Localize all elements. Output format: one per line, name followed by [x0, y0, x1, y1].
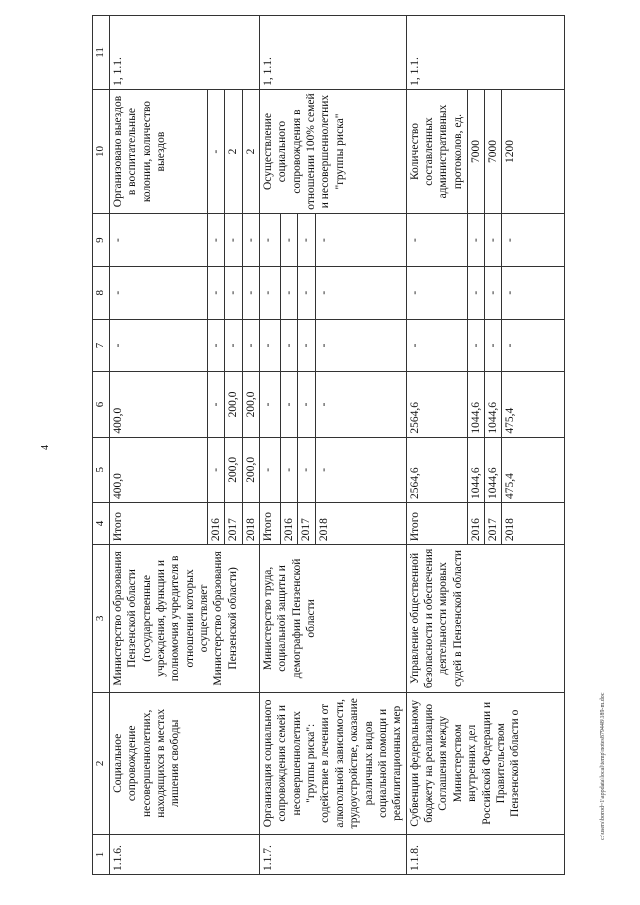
value-col7: - [502, 319, 565, 372]
col-8-header: 8 [93, 266, 110, 319]
value-col6: 475,4 [502, 372, 565, 437]
link-ref: 1, 1.1. [259, 16, 406, 90]
row-number: 1.1.7. [259, 834, 406, 874]
value-col7: - [207, 319, 224, 372]
value-col9: - [280, 214, 297, 267]
year: 2016 [207, 502, 224, 544]
value-col9: - [109, 214, 207, 267]
value-col6: 2564,6 [406, 372, 467, 437]
value-col7: - [406, 319, 467, 372]
total-label: Итого [406, 502, 467, 544]
value-col6: 400,0 [109, 372, 207, 437]
value-col7: - [109, 319, 207, 372]
value-col8: - [502, 266, 565, 319]
indicator-value: - [207, 89, 224, 213]
indicator-value: 2 [225, 89, 242, 213]
value-col8: - [298, 266, 315, 319]
activity-name: Организация социального сопровождения семей и несовершеннолетних "группы риска": содействие в лечении от алкогольной зависимости, трудоустройстве, оказание различных видов социальной помощи и реабилитационных мер [259, 692, 406, 834]
value-col6: 1044,6 [467, 372, 484, 437]
indicator: Организовано выездов в воспитательные колонии, количество выездов [109, 89, 207, 213]
table-row [406, 16, 467, 875]
value-col6: - [298, 372, 315, 437]
year: 2017 [298, 502, 315, 544]
year: 2018 [502, 502, 565, 544]
link-ref: 1, 1.1. [406, 16, 565, 90]
value-col9: - [502, 214, 565, 267]
value-col5: - [315, 437, 406, 502]
program-activities-table [92, 15, 565, 875]
document-footer-path: c:\users\borod~1\appdata\local\temp\notes879448\189-m.doc [600, 692, 606, 840]
page-number: 4 [40, 445, 51, 450]
value-col9: - [315, 214, 406, 267]
indicator: Осуществление социального сопровождения в отношении 100% семей и несовершеннолетних "группы риска" [259, 89, 406, 213]
value-col8: - [315, 266, 406, 319]
indicator-value: 7000 [485, 89, 502, 213]
value-col9: - [207, 214, 224, 267]
col-6-header: 6 [93, 372, 110, 437]
value-col5: 1044,6 [467, 437, 484, 502]
rotated-document-table [92, 15, 582, 875]
value-col7: - [225, 319, 242, 372]
value-col8: - [225, 266, 242, 319]
value-col5: 475,4 [502, 437, 565, 502]
column-number-row [93, 16, 110, 875]
col-11-header: 11 [93, 16, 110, 90]
year: 2016 [280, 502, 297, 544]
value-col5: 400,0 [109, 437, 207, 502]
value-col7: - [259, 319, 280, 372]
value-col8: - [406, 266, 467, 319]
value-col8: - [242, 266, 259, 319]
value-col9: - [485, 214, 502, 267]
value-col8: - [485, 266, 502, 319]
value-col7: - [467, 319, 484, 372]
col-5-header: 5 [93, 437, 110, 502]
value-col8: - [259, 266, 280, 319]
year: 2016 [467, 502, 484, 544]
col-7-header: 7 [93, 319, 110, 372]
value-col9: - [259, 214, 280, 267]
value-col7: - [485, 319, 502, 372]
link-ref: 1, 1.1. [109, 16, 259, 90]
value-col8: - [467, 266, 484, 319]
value-col7: - [242, 319, 259, 372]
year: 2017 [485, 502, 502, 544]
year: 2018 [315, 502, 406, 544]
activity-name: Социальное сопровождение несовершеннолетних, находящихся в местах лишения свободы [109, 692, 259, 834]
value-col8: - [280, 266, 297, 319]
value-col5: - [298, 437, 315, 502]
value-col8: - [207, 266, 224, 319]
total-label: Итого [259, 502, 280, 544]
value-col9: - [242, 214, 259, 267]
indicator-value: 2 [242, 89, 259, 213]
executor: Министерство труда, социальной защиты и демографии Пензенской области [259, 545, 406, 693]
indicator-value: 1200 [502, 89, 565, 213]
col-10-header: 10 [93, 89, 110, 213]
value-col9: - [467, 214, 484, 267]
col-2-header: 2 [93, 692, 110, 834]
value-col9: - [406, 214, 467, 267]
col-1-header: 1 [93, 834, 110, 874]
value-col7: - [280, 319, 297, 372]
table-row [109, 16, 207, 875]
value-col6: 200,0 [242, 372, 259, 437]
value-col6: - [207, 372, 224, 437]
year: 2018 [242, 502, 259, 544]
value-col7: - [298, 319, 315, 372]
table-row [259, 16, 280, 875]
value-col8: - [109, 266, 207, 319]
value-col6: 1044,6 [485, 372, 502, 437]
value-col5: - [280, 437, 297, 502]
value-col6: 200,0 [225, 372, 242, 437]
col-4-header: 4 [93, 502, 110, 544]
value-col5: 2564,6 [406, 437, 467, 502]
row-number: 1.1.8. [406, 834, 565, 874]
value-col5: 200,0 [242, 437, 259, 502]
value-col6: - [315, 372, 406, 437]
indicator: Количество составленных административных протоколов, ед. [406, 89, 467, 213]
executor: Управление общественной безопасности и обеспечения деятельности мировых судей в Пензенской области [406, 545, 565, 693]
value-col7: - [315, 319, 406, 372]
value-col5: - [259, 437, 280, 502]
value-col6: - [259, 372, 280, 437]
year: 2017 [225, 502, 242, 544]
value-col5: 1044,6 [485, 437, 502, 502]
value-col6: - [280, 372, 297, 437]
value-col5: - [207, 437, 224, 502]
indicator-value: 7000 [467, 89, 484, 213]
total-label: Итого [109, 502, 207, 544]
executor: Министерство образования Пензенской области (государственные учреждения, функции и полномочия учредителя в отношении которых осуществляет Министерство образования Пензенской области) [109, 545, 259, 693]
value-col5: 200,0 [225, 437, 242, 502]
col-9-header: 9 [93, 214, 110, 267]
row-number: 1.1.6. [109, 834, 259, 874]
value-col9: - [298, 214, 315, 267]
value-col9: - [225, 214, 242, 267]
col-3-header: 3 [93, 545, 110, 693]
activity-name: Субвенции федеральному бюджету на реализацию Соглашения между Министерством внутренних дел Российской Федерации и Правительством Пензенской области о [406, 692, 565, 834]
